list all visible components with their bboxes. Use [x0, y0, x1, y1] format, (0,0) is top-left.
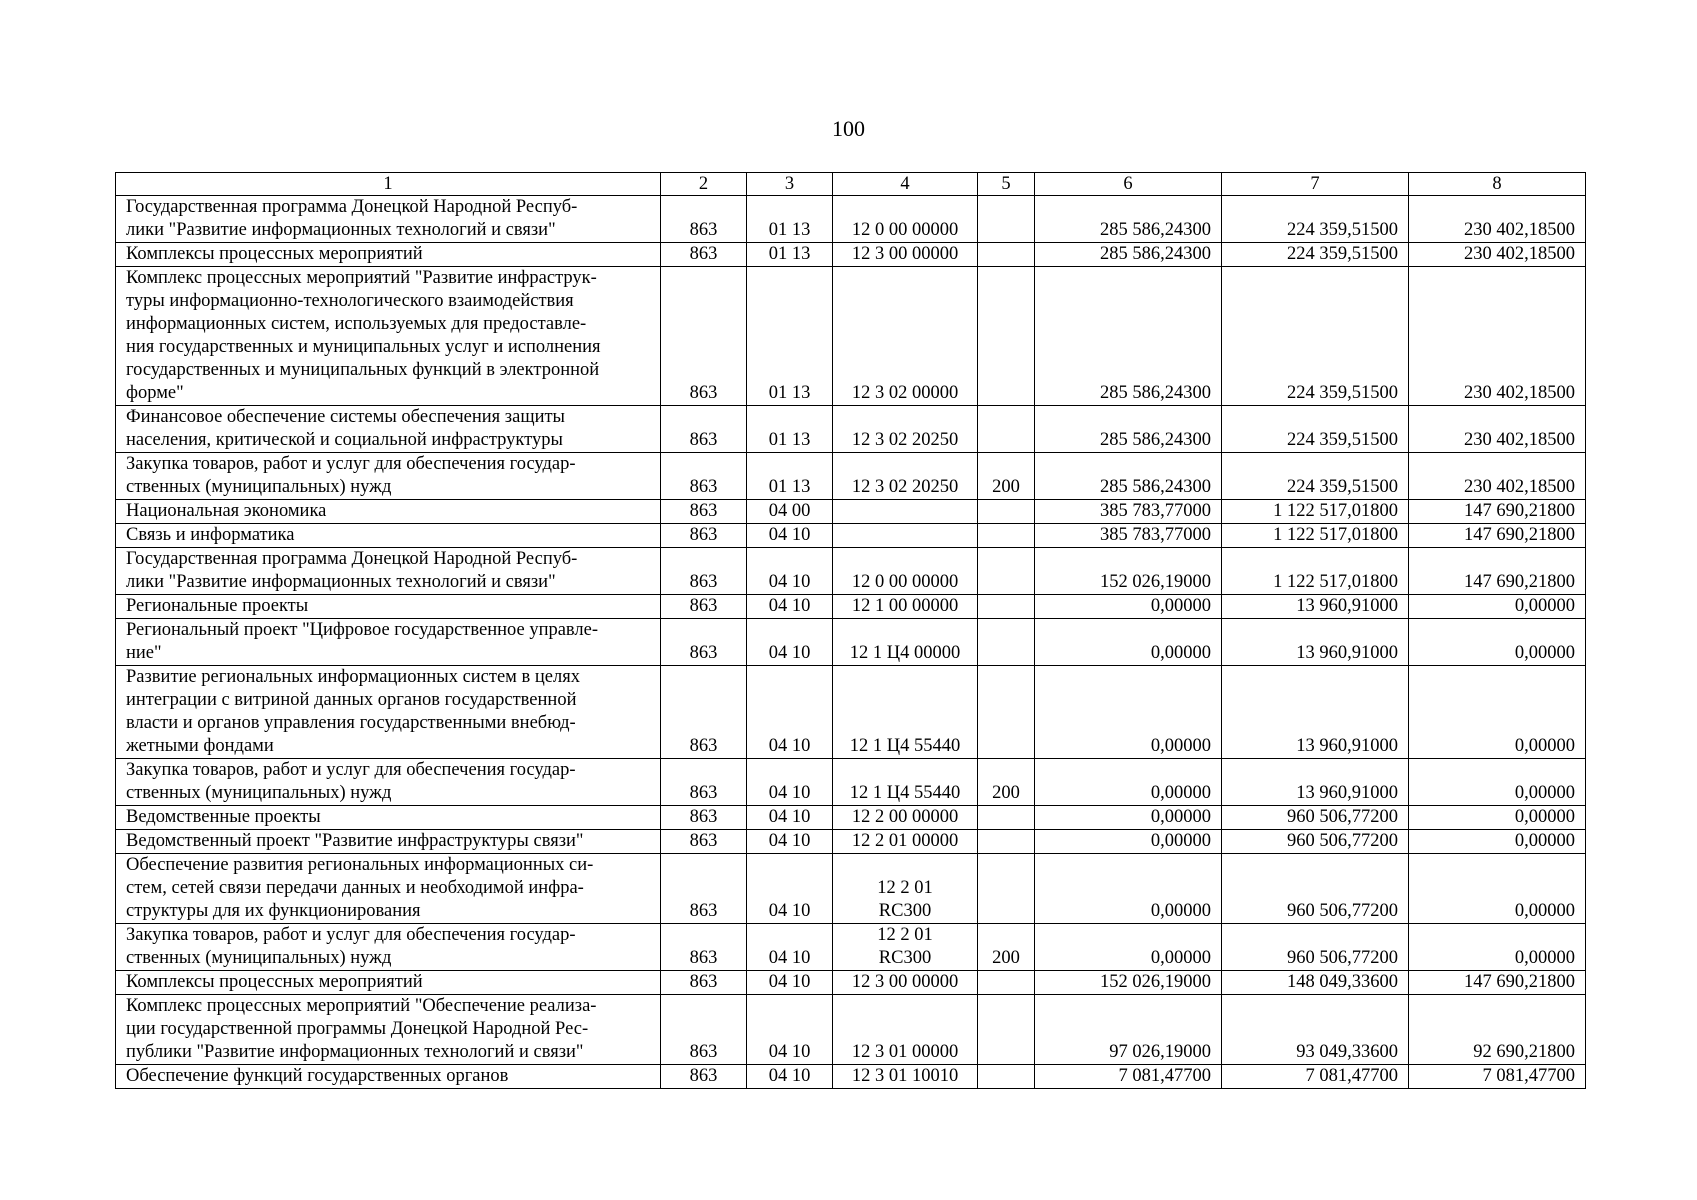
- admin-code-cell: 863: [661, 1065, 747, 1089]
- amount-col7-cell: 13 960,91000: [1222, 666, 1409, 759]
- row-name-cell: Закупка товаров, работ и услуг для обеспечения государ- ственных (муниципальных) нужд: [116, 759, 661, 806]
- target-article-cell: 12 2 00 00000: [833, 806, 978, 830]
- section-code-cell: 04 10: [747, 995, 833, 1065]
- amount-col8-cell: 0,00000: [1409, 595, 1586, 619]
- table-row: [116, 548, 1586, 595]
- table-row: [116, 854, 1586, 924]
- amount-col8-cell: 7 081,47700: [1409, 1065, 1586, 1089]
- target-article-cell: 12 1 Ц4 00000: [833, 619, 978, 666]
- target-article-cell: 12 3 02 20250: [833, 453, 978, 500]
- header-row: [116, 173, 1586, 196]
- header-cell-2: 2: [661, 173, 747, 196]
- admin-code-cell: 863: [661, 806, 747, 830]
- section-code-cell: 04 10: [747, 830, 833, 854]
- table-body: [116, 196, 1586, 1089]
- amount-col8-cell: 0,00000: [1409, 759, 1586, 806]
- amount-col8-cell: 0,00000: [1409, 854, 1586, 924]
- table-row: [116, 500, 1586, 524]
- expense-type-cell: [978, 243, 1035, 267]
- amount-col6-cell: 385 783,77000: [1035, 524, 1222, 548]
- admin-code-cell: 863: [661, 500, 747, 524]
- amount-col6-cell: 0,00000: [1035, 666, 1222, 759]
- amount-col6-cell: 285 586,24300: [1035, 267, 1222, 406]
- amount-col6-cell: 0,00000: [1035, 619, 1222, 666]
- row-name-cell: Комплексы процессных мероприятий: [116, 971, 661, 995]
- admin-code-cell: 863: [661, 854, 747, 924]
- target-article-cell: 12 3 00 00000: [833, 243, 978, 267]
- section-code-cell: 04 10: [747, 854, 833, 924]
- header-cell-1: 1: [116, 173, 661, 196]
- amount-col6-cell: 7 081,47700: [1035, 1065, 1222, 1089]
- header-cell-4: 4: [833, 173, 978, 196]
- expense-type-cell: [978, 267, 1035, 406]
- section-code-cell: 04 00: [747, 500, 833, 524]
- amount-col6-cell: 285 586,24300: [1035, 453, 1222, 500]
- admin-code-cell: 863: [661, 759, 747, 806]
- target-article-cell: 12 2 01 RC300: [833, 854, 978, 924]
- section-code-cell: 04 10: [747, 595, 833, 619]
- row-name-cell: Комплекс процессных мероприятий "Обеспечение реализа- ции государственной программы Донецкой Народной Рес- публики "Развитие информационных технологий и связи": [116, 995, 661, 1065]
- target-article-cell: 12 1 Ц4 55440: [833, 666, 978, 759]
- target-article-cell: 12 2 01 RC300: [833, 924, 978, 971]
- expense-type-cell: 200: [978, 453, 1035, 500]
- table-row: [116, 524, 1586, 548]
- amount-col7-cell: 1 122 517,01800: [1222, 500, 1409, 524]
- section-code-cell: 01 13: [747, 243, 833, 267]
- amount-col6-cell: 0,00000: [1035, 806, 1222, 830]
- amount-col7-cell: 960 506,77200: [1222, 854, 1409, 924]
- expense-type-cell: [978, 854, 1035, 924]
- row-name-cell: Комплексы процессных мероприятий: [116, 243, 661, 267]
- expense-type-cell: [978, 666, 1035, 759]
- row-name-cell: Комплекс процессных мероприятий "Развитие инфраструк- туры информационно-технологического взаимодействия информационных систем, используемых для предоставле- ния государственных и муниципальных услуг и исполнения государственных и муниципальных функций в электронной форме": [116, 267, 661, 406]
- amount-col8-cell: 0,00000: [1409, 619, 1586, 666]
- page-number: 100: [832, 116, 865, 141]
- row-name-cell: Государственная программа Донецкой Народной Респуб- лики "Развитие информационных технологий и связи": [116, 548, 661, 595]
- table-row: [116, 924, 1586, 971]
- amount-col8-cell: 147 690,21800: [1409, 971, 1586, 995]
- admin-code-cell: 863: [661, 267, 747, 406]
- table-row: [116, 666, 1586, 759]
- table-row: [116, 806, 1586, 830]
- amount-col8-cell: 230 402,18500: [1409, 453, 1586, 500]
- amount-col8-cell: 0,00000: [1409, 924, 1586, 971]
- admin-code-cell: 863: [661, 243, 747, 267]
- amount-col6-cell: 0,00000: [1035, 595, 1222, 619]
- table-row: [116, 619, 1586, 666]
- table-row: [116, 971, 1586, 995]
- admin-code-cell: 863: [661, 830, 747, 854]
- row-name-cell: Закупка товаров, работ и услуг для обеспечения государ- ственных (муниципальных) нужд: [116, 453, 661, 500]
- target-article-cell: 12 1 00 00000: [833, 595, 978, 619]
- table-row: [116, 267, 1586, 406]
- row-name-cell: Ведомственный проект "Развитие инфраструктуры связи": [116, 830, 661, 854]
- section-code-cell: 04 10: [747, 1065, 833, 1089]
- section-code-cell: 04 10: [747, 759, 833, 806]
- amount-col7-cell: 7 081,47700: [1222, 1065, 1409, 1089]
- target-article-cell: 12 0 00 00000: [833, 196, 978, 243]
- admin-code-cell: 863: [661, 524, 747, 548]
- table-row: [116, 243, 1586, 267]
- amount-col8-cell: 230 402,18500: [1409, 267, 1586, 406]
- admin-code-cell: 863: [661, 406, 747, 453]
- section-code-cell: 01 13: [747, 453, 833, 500]
- table-row: [116, 406, 1586, 453]
- row-name-cell: Региональный проект "Цифровое государственное управле- ние": [116, 619, 661, 666]
- expense-type-cell: 200: [978, 924, 1035, 971]
- amount-col6-cell: 0,00000: [1035, 759, 1222, 806]
- expense-type-cell: [978, 995, 1035, 1065]
- target-article-cell: 12 3 00 00000: [833, 971, 978, 995]
- table-row: [116, 759, 1586, 806]
- amount-col7-cell: 148 049,33600: [1222, 971, 1409, 995]
- amount-col7-cell: 1 122 517,01800: [1222, 548, 1409, 595]
- table-row: [116, 830, 1586, 854]
- amount-col7-cell: 13 960,91000: [1222, 619, 1409, 666]
- section-code-cell: 04 10: [747, 666, 833, 759]
- table-row: [116, 196, 1586, 243]
- header-cell-8: 8: [1409, 173, 1586, 196]
- amount-col6-cell: 0,00000: [1035, 924, 1222, 971]
- amount-col6-cell: 97 026,19000: [1035, 995, 1222, 1065]
- amount-col7-cell: 960 506,77200: [1222, 924, 1409, 971]
- amount-col8-cell: 230 402,18500: [1409, 406, 1586, 453]
- row-name-cell: Национальная экономика: [116, 500, 661, 524]
- amount-col7-cell: 224 359,51500: [1222, 243, 1409, 267]
- amount-col7-cell: 93 049,33600: [1222, 995, 1409, 1065]
- amount-col8-cell: 147 690,21800: [1409, 500, 1586, 524]
- expense-type-cell: [978, 830, 1035, 854]
- admin-code-cell: 863: [661, 196, 747, 243]
- section-code-cell: 01 13: [747, 267, 833, 406]
- section-code-cell: 04 10: [747, 924, 833, 971]
- amount-col8-cell: 0,00000: [1409, 806, 1586, 830]
- header-cell-6: 6: [1035, 173, 1222, 196]
- header-cell-7: 7: [1222, 173, 1409, 196]
- amount-col6-cell: 152 026,19000: [1035, 548, 1222, 595]
- target-article-cell: 12 0 00 00000: [833, 548, 978, 595]
- expense-type-cell: [978, 971, 1035, 995]
- amount-col8-cell: 0,00000: [1409, 666, 1586, 759]
- amount-col7-cell: 1 122 517,01800: [1222, 524, 1409, 548]
- amount-col6-cell: 285 586,24300: [1035, 406, 1222, 453]
- target-article-cell: 12 3 01 10010: [833, 1065, 978, 1089]
- section-code-cell: 04 10: [747, 971, 833, 995]
- row-name-cell: Региональные проекты: [116, 595, 661, 619]
- expense-type-cell: [978, 500, 1035, 524]
- target-article-cell: 12 3 02 00000: [833, 267, 978, 406]
- section-code-cell: 01 13: [747, 196, 833, 243]
- target-article-cell: 12 2 01 00000: [833, 830, 978, 854]
- amount-col6-cell: 152 026,19000: [1035, 971, 1222, 995]
- amount-col8-cell: 147 690,21800: [1409, 548, 1586, 595]
- amount-col7-cell: 960 506,77200: [1222, 806, 1409, 830]
- amount-col7-cell: 224 359,51500: [1222, 406, 1409, 453]
- amount-col6-cell: 385 783,77000: [1035, 500, 1222, 524]
- amount-col6-cell: 285 586,24300: [1035, 196, 1222, 243]
- amount-col6-cell: 0,00000: [1035, 854, 1222, 924]
- target-article-cell: 12 1 Ц4 55440: [833, 759, 978, 806]
- amount-col7-cell: 224 359,51500: [1222, 453, 1409, 500]
- admin-code-cell: 863: [661, 619, 747, 666]
- section-code-cell: 04 10: [747, 548, 833, 595]
- target-article-cell: [833, 524, 978, 548]
- amount-col7-cell: 224 359,51500: [1222, 196, 1409, 243]
- expense-type-cell: [978, 806, 1035, 830]
- admin-code-cell: 863: [661, 595, 747, 619]
- admin-code-cell: 863: [661, 453, 747, 500]
- admin-code-cell: 863: [661, 971, 747, 995]
- section-code-cell: 04 10: [747, 806, 833, 830]
- admin-code-cell: 863: [661, 548, 747, 595]
- row-name-cell: Обеспечение функций государственных органов: [116, 1065, 661, 1089]
- row-name-cell: Связь и информатика: [116, 524, 661, 548]
- expense-type-cell: 200: [978, 759, 1035, 806]
- section-code-cell: 04 10: [747, 619, 833, 666]
- target-article-cell: 12 3 01 00000: [833, 995, 978, 1065]
- row-name-cell: Закупка товаров, работ и услуг для обеспечения государ- ственных (муниципальных) нужд: [116, 924, 661, 971]
- amount-col7-cell: 13 960,91000: [1222, 595, 1409, 619]
- amount-col8-cell: 92 690,21800: [1409, 995, 1586, 1065]
- section-code-cell: 01 13: [747, 406, 833, 453]
- target-article-cell: 12 3 02 20250: [833, 406, 978, 453]
- budget-table: [115, 172, 1586, 1089]
- row-name-cell: Финансовое обеспечение системы обеспечения защиты населения, критической и социальной инфраструктуры: [116, 406, 661, 453]
- expense-type-cell: [978, 524, 1035, 548]
- header-cell-3: 3: [747, 173, 833, 196]
- row-name-cell: Ведомственные проекты: [116, 806, 661, 830]
- amount-col8-cell: 147 690,21800: [1409, 524, 1586, 548]
- header-cell-5: 5: [978, 173, 1035, 196]
- row-name-cell: Обеспечение развития региональных информационных си- стем, сетей связи передачи данных и необходимой инфра- структуры для их функционирования: [116, 854, 661, 924]
- amount-col8-cell: 0,00000: [1409, 830, 1586, 854]
- section-code-cell: 04 10: [747, 524, 833, 548]
- amount-col6-cell: 285 586,24300: [1035, 243, 1222, 267]
- table-row: [116, 1065, 1586, 1089]
- row-name-cell: Развитие региональных информационных систем в целях интеграции с витриной данных органов государственной власти и органов управления государственными внебюд- жетными фондами: [116, 666, 661, 759]
- expense-type-cell: [978, 1065, 1035, 1089]
- expense-type-cell: [978, 406, 1035, 453]
- expense-type-cell: [978, 595, 1035, 619]
- expense-type-cell: [978, 619, 1035, 666]
- amount-col7-cell: 13 960,91000: [1222, 759, 1409, 806]
- admin-code-cell: 863: [661, 924, 747, 971]
- expense-type-cell: [978, 196, 1035, 243]
- expense-type-cell: [978, 548, 1035, 595]
- table-row: [116, 453, 1586, 500]
- target-article-cell: [833, 500, 978, 524]
- amount-col7-cell: 224 359,51500: [1222, 267, 1409, 406]
- row-name-cell: Государственная программа Донецкой Народной Респуб- лики "Развитие информационных технологий и связи": [116, 196, 661, 243]
- admin-code-cell: 863: [661, 666, 747, 759]
- amount-col8-cell: 230 402,18500: [1409, 243, 1586, 267]
- admin-code-cell: 863: [661, 995, 747, 1065]
- table-row: [116, 995, 1586, 1065]
- amount-col7-cell: 960 506,77200: [1222, 830, 1409, 854]
- table-row: [116, 595, 1586, 619]
- amount-col6-cell: 0,00000: [1035, 830, 1222, 854]
- amount-col8-cell: 230 402,18500: [1409, 196, 1586, 243]
